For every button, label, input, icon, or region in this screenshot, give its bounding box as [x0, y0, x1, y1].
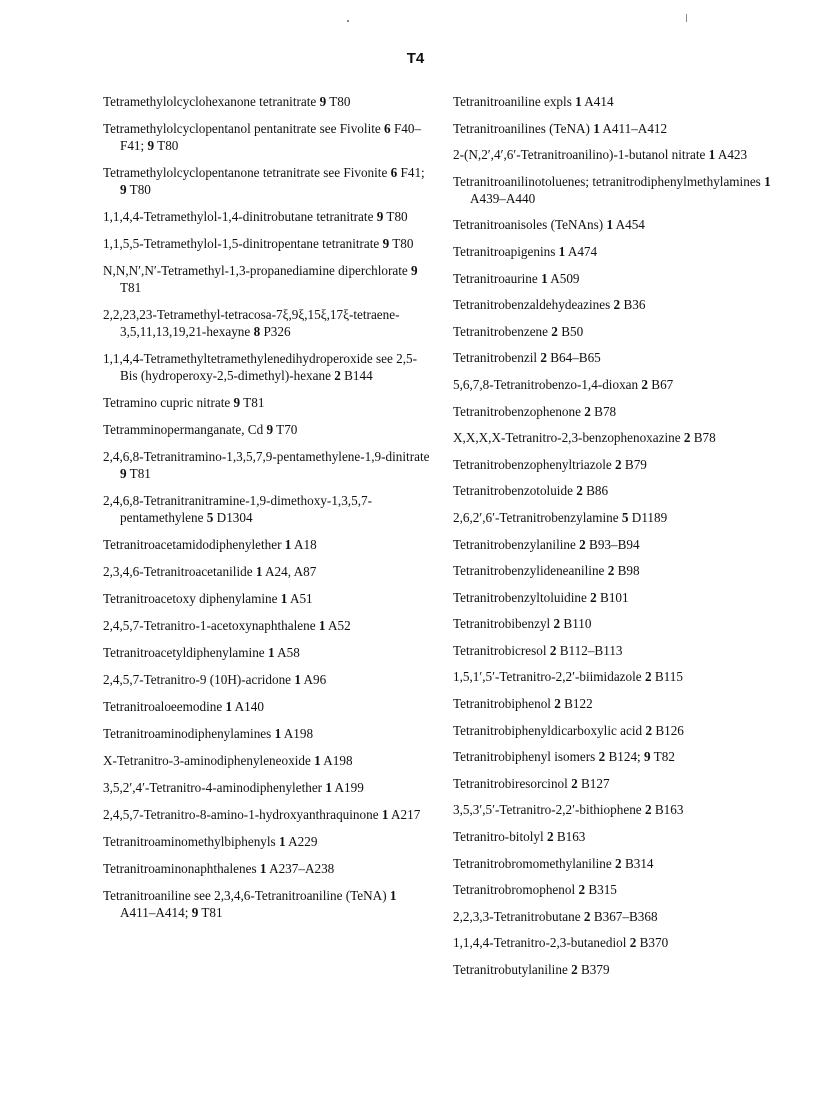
volume-number: 2	[615, 855, 622, 871]
volume-number: 2	[571, 775, 578, 791]
index-entry: Tetranitroaminonaphthalenes 1 A237–A238	[103, 861, 335, 876]
volume-number: 2	[551, 323, 558, 339]
index-entry: Tetranitrobenzylaniline 2 B93–B94	[453, 536, 640, 552]
index-entry: Tetramethylolcyclohexanone tetranitrate 9 T80	[103, 94, 351, 109]
index-entry: Tetranitroaminomethylbiphenyls 1 A229	[103, 834, 318, 849]
index-entry: 2,3,4,6-Tetranitroacetanilide 1 A24, A87	[103, 564, 317, 579]
volume-number: 1	[294, 672, 301, 687]
index-entry: Tetranitrobenzotoluide 2 B86	[453, 483, 609, 499]
volume-number: 2	[571, 962, 578, 977]
index-entry: Tetranitrobicresol 2 B112–B113	[453, 642, 623, 658]
index-entry: Tetranitrobenzaldehydeazines 2 B36	[453, 297, 646, 313]
index-entry: 1,1,5,5-Tetramethylol-1,5-dinitropentane tetranitrate 9 T80	[103, 236, 414, 251]
volume-number: 1	[255, 564, 263, 579]
volume-number: 1	[558, 243, 566, 259]
index-entry: Tetranitrobiresorcinol 2 B127	[453, 775, 610, 791]
index-entry: 1,1,4,4-Tetranitro-2,3-butanediol 2 B370	[453, 935, 669, 951]
volume-number: 1	[259, 861, 267, 876]
volume-number: 2	[615, 456, 622, 472]
volume-number: 8	[253, 324, 261, 339]
volume-number: 2	[583, 908, 591, 924]
index-entry: 2,4,6,8-Tetranitranitramine-1,9-dimethoxy-1,3,5,7-pentamethylene 5 D1304	[103, 493, 372, 525]
index-entry: Tetranitroapigenins 1 A474	[453, 243, 598, 259]
index-entry: Tetranitro-bitolyl 2 B163	[453, 829, 586, 845]
volume-number: 9	[319, 94, 327, 109]
volume-number: 9	[266, 422, 274, 437]
volume-number: 1	[708, 147, 716, 163]
index-entry: 1,1,4,4-Tetramethyltetramethylenedihydroperoxide see 2,5-Bis (hydroperoxy-2,5-dimethyl)-hexane 2 B144	[103, 351, 418, 383]
index-entry: Tetranitrobutylaniline 2 B379	[453, 962, 610, 977]
volume-number: 2	[576, 483, 583, 499]
index-entry: Tetranitroacetoxy diphenylamine 1 A51	[103, 591, 313, 606]
scan-speck	[347, 20, 349, 22]
volume-number: 2	[598, 749, 606, 765]
volume-number: 2	[553, 616, 561, 632]
volume-number: 9	[382, 236, 390, 251]
index-entry: Tetranitrobiphenyl isomers 2 B124; 9 T82	[453, 749, 675, 765]
index-entry: Tetranitrobibenzyl 2 B110	[453, 616, 592, 632]
volume-number: 2	[613, 297, 621, 313]
volume-number: 1	[541, 270, 548, 286]
volume-number: 2	[578, 882, 586, 898]
index-entry: Tetranitrobenzophenyltriazole 2 B79	[453, 456, 647, 472]
index-entry: Tetranitroaurine 1 A509	[453, 270, 580, 286]
index-entry: Tetranitrobiphenol 2 B122	[453, 696, 593, 712]
index-entry: 5,6,7,8-Tetranitrobenzo-1,4-dioxan 2 B67	[453, 376, 674, 392]
index-entry: Tetranitroanilines (TeNA) 1 A411–A412	[453, 120, 668, 136]
volume-number: 2	[629, 935, 637, 951]
volume-number: 2	[607, 563, 615, 579]
index-entry: Tetramethylolcyclopentanol pentanitrate see Fivolite 6 F40–F41; 9 T80	[103, 121, 422, 153]
volume-number: 1	[267, 645, 275, 660]
index-entry: 2-(N,2′,4′,6′-Tetranitroanilino)-1-butanol nitrate 1 A423	[453, 147, 748, 163]
index-entry: 1,1,4,4-Tetramethylol-1,4-dinitrobutane tetranitrate 9 T80	[103, 209, 408, 224]
volume-number: 2	[546, 829, 554, 845]
volume-number: 2	[554, 696, 561, 712]
volume-number: 1	[314, 753, 321, 768]
index-entry: 2,4,6,8-Tetranitramino-1,3,5,7,9-pentamethylene-1,9-dinitrate 9 T81	[103, 449, 430, 481]
volume-number: 9	[147, 138, 155, 153]
index-entry: 3,5,2′,4′-Tetranitro-4-aminodiphenylether 1 A199	[103, 780, 364, 795]
volume-number: 2	[683, 430, 691, 446]
volume-number: 1	[225, 699, 233, 714]
index-entry: 2,4,5,7-Tetranitro-1-acetoxynaphthalene 1 A52	[103, 618, 351, 633]
index-entry: Tetranitrobenzene 2 B50	[453, 323, 584, 339]
index-entry: 2,2,23,23-Tetramethyl-tetracosa-7ξ,9ξ,15ξ,17ξ-tetraene-3,5,11,13,19,21-hexayne 8 P326	[103, 307, 400, 339]
right-column	[453, 93, 793, 988]
index-entry: X-Tetranitro-3-aminodiphenyleneoxide 1 A198	[103, 753, 353, 768]
index-entry: Tetranitroanilinotoluenes; tetranitrodiphenylmethylamines 1 A439–A440	[453, 173, 771, 206]
volume-number: 9	[120, 182, 127, 197]
volume-number: 2	[590, 589, 597, 605]
volume-number: 1	[278, 834, 286, 849]
volume-number: 1	[575, 94, 582, 109]
volume-number: 9	[191, 905, 199, 920]
index-entry: Tetranitrobiphenyldicarboxylic acid 2 B126	[453, 722, 684, 738]
volume-number: 1	[389, 888, 397, 903]
page-header: T4	[406, 50, 425, 67]
index-entry: Tetramino cupric nitrate 9 T81	[103, 395, 265, 410]
index-entry: Tetranitroaminodiphenylamines 1 A198	[103, 726, 314, 741]
index-entry: Tetranitroacetamidodiphenylether 1 A18	[103, 537, 317, 552]
volume-number: 1	[274, 726, 282, 741]
index-entry: Tetranitrobenzylideneaniline 2 B98	[453, 563, 640, 579]
volume-number: 9	[644, 749, 651, 765]
volume-number: 1	[381, 807, 389, 822]
volume-number: 2	[584, 403, 591, 419]
volume-number: 2	[540, 350, 547, 366]
index-entry: 2,4,5,7-Tetranitro-9 (10H)-acridone 1 A96	[103, 672, 327, 687]
volume-number: 6	[390, 165, 398, 180]
volume-number: 2	[334, 368, 341, 383]
index-entry: Tetranitrobromomethylaniline 2 B314	[453, 855, 654, 871]
index-entry: Tetranitroaniline see 2,3,4,6-Tetranitroaniline (TeNA) 1 A411–A414; 9 T81	[103, 888, 397, 920]
index-entry: X,X,X,X-Tetranitro-2,3-benzophenoxazine 2 B78	[453, 430, 716, 446]
index-entry: Tetranitrobenzophenone 2 B78	[453, 403, 617, 419]
volume-number: 1	[280, 591, 288, 606]
volume-number: 6	[384, 121, 391, 136]
index-entry: Tetramminopermanganate, Cd 9 T70	[103, 422, 298, 437]
volume-number: 1	[606, 217, 614, 233]
index-entry: Tetranitrobenzil 2 B64–B65	[453, 350, 601, 366]
volume-number: 9	[120, 466, 127, 481]
volume-number: 1	[764, 173, 771, 189]
volume-number: 9	[411, 263, 418, 278]
volume-number: 5	[621, 509, 629, 525]
volume-number: 2	[644, 669, 652, 685]
index-entry: Tetranitroaloeemodine 1 A140	[103, 699, 264, 714]
index-entry: Tetranitrobenzyltoluidine 2 B101	[453, 589, 629, 605]
volume-number: 9	[376, 209, 384, 224]
volume-number: 1	[325, 780, 332, 795]
volume-number: 2	[641, 376, 648, 392]
index-entry: N,N,N′,N′-Tetramethyl-1,3-propanediamine diperchlorate 9 T81	[103, 263, 418, 295]
index-entry: 2,4,5,7-Tetranitro-8-amino-1-hydroxyanthraquinone 1 A217	[103, 807, 421, 822]
volume-number: 2	[645, 722, 653, 738]
index-entry: Tetranitrobromophenol 2 B315	[453, 882, 617, 898]
volume-number: 5	[206, 510, 214, 525]
index-entry: Tetranitroacetyldiphenylamine 1 A58	[103, 645, 300, 660]
index-entry: 2,2,3,3-Tetranitrobutane 2 B367–B368	[453, 908, 658, 924]
left-column	[103, 93, 433, 931]
index-entry: Tetranitroanisoles (TeNAns) 1 A454	[453, 217, 645, 233]
scan-speck	[686, 14, 687, 22]
index-entry: 1,5,1′,5′-Tetranitro-2,2′-biimidazole 2 B115	[453, 669, 683, 685]
index-entry: Tetramethylolcyclopentanone tetranitrate see Fivonite 6 F41; 9 T80	[103, 165, 425, 197]
volume-number: 2	[549, 642, 557, 658]
volume-number: 2	[579, 536, 586, 552]
volume-number: 1	[284, 537, 292, 552]
volume-number: 1	[318, 618, 326, 633]
volume-number: 9	[233, 395, 241, 410]
volume-number: 1	[593, 120, 600, 136]
index-entry: 2,6,2′,6′-Tetranitrobenzylamine 5 D1189	[453, 509, 668, 525]
index-entry: Tetranitroaniline expls 1 A414	[453, 94, 614, 109]
index-entry: 3,5,3′,5′-Tetranitro-2,2′-bithiophene 2 B163	[453, 802, 684, 818]
volume-number: 2	[644, 802, 652, 818]
